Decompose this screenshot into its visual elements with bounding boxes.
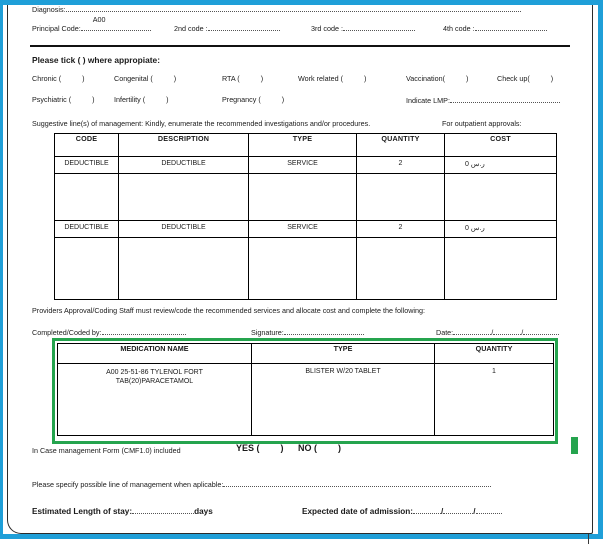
- date-month-input[interactable]: [493, 327, 524, 337]
- services-cell-type: [249, 157, 357, 174]
- green-marker-chip: [571, 437, 578, 454]
- fourth-code-input[interactable]: [475, 23, 547, 31]
- services-value-cost: 0 ر.س: [465, 225, 485, 232]
- services-blank-description[interactable]: [119, 238, 249, 300]
- estimated-stay-input[interactable]: [132, 506, 194, 514]
- admission-year-input[interactable]: [476, 506, 502, 514]
- tick-work-related[interactable]: [298, 74, 366, 83]
- medication-name-line2: TAB(20)PARACETAMOL: [115, 378, 194, 385]
- services-blank-type[interactable]: [249, 174, 357, 221]
- cmf-yes-option[interactable]: [236, 443, 284, 453]
- tick-pregnancy[interactable]: [222, 95, 284, 104]
- tick-check-up-label: Check up(: [497, 74, 530, 83]
- tick-pregnancy-close: ): [281, 95, 285, 104]
- services-blank-description[interactable]: [119, 174, 249, 221]
- date-row: [436, 327, 559, 337]
- services-value-code: DEDUCTIBLE: [64, 224, 109, 231]
- fourth-code-label: 4th code :: [443, 24, 475, 33]
- services-blank-code[interactable]: [55, 174, 119, 221]
- services-cell-code: [55, 221, 119, 238]
- services-value-type: SERVICE: [287, 224, 318, 231]
- estimated-stay-days-suffix: days: [194, 507, 213, 516]
- medication-type-value: BLISTER W/20 TABLET: [305, 368, 381, 375]
- services-cell-cost: [445, 221, 557, 238]
- lmp-row: [406, 95, 560, 105]
- cmf-yes-label: YES (: [236, 443, 260, 453]
- cmf-label: In Case management Form (CMF1.0) included: [32, 446, 181, 455]
- services-cell-description: [119, 221, 249, 238]
- services-cell-quantity: [357, 157, 445, 174]
- medication-name-line1: A00 25-51-86 TYLENOL FORT: [106, 369, 203, 376]
- third-code-input[interactable]: [343, 23, 415, 31]
- diagnosis-input[interactable]: [66, 5, 521, 12]
- signature-input[interactable]: [284, 327, 364, 335]
- services-table: [54, 133, 557, 300]
- admission-sep-1: /: [441, 507, 444, 516]
- tick-vaccination[interactable]: [406, 74, 468, 83]
- services-blank-quantity[interactable]: [357, 238, 445, 300]
- tick-work-related-close: ): [364, 74, 367, 83]
- tick-psychiatric-label: Psychiatric (: [32, 95, 72, 104]
- tick-vaccination-close: ): [466, 74, 469, 83]
- principal-code-row: [32, 15, 151, 33]
- services-col-code: CODE: [55, 134, 119, 157]
- medication-table: [57, 343, 554, 436]
- services-cell-quantity: [357, 221, 445, 238]
- medication-quantity-value: 1: [492, 368, 496, 375]
- services-cell-type: [249, 221, 357, 238]
- third-code-row: [311, 23, 415, 33]
- medication-cell-type[interactable]: [252, 364, 435, 436]
- tick-vaccination-label: Vaccination(: [406, 74, 446, 83]
- services-cell-code: [55, 157, 119, 174]
- tick-pregnancy-label: Pregnancy (: [222, 95, 261, 104]
- completed-by-input[interactable]: [102, 327, 186, 335]
- services-cell-cost: [445, 157, 557, 174]
- tick-work-related-label: Work related (: [298, 74, 344, 83]
- tick-chronic[interactable]: [32, 74, 85, 83]
- admission-month-input[interactable]: [443, 506, 476, 516]
- principal-code-input[interactable]: [81, 15, 151, 31]
- tick-infertility[interactable]: [114, 95, 169, 104]
- admission-day-input[interactable]: [413, 506, 444, 516]
- section-divider-rule: [30, 45, 570, 47]
- services-value-code: DEDUCTIBLE: [64, 160, 109, 167]
- admission-date-row: [302, 506, 502, 516]
- line-of-management-row: [32, 479, 491, 489]
- date-day-input[interactable]: [453, 327, 494, 337]
- third-code-label: 3rd code :: [311, 24, 343, 33]
- tick-rta[interactable]: [222, 74, 263, 83]
- services-col-quantity: QUANTITY: [357, 134, 445, 157]
- second-code-row: [174, 23, 280, 33]
- completed-by-row: [32, 327, 186, 337]
- tick-check-up[interactable]: [497, 74, 553, 83]
- date-sep-1: /: [491, 328, 494, 337]
- cmf-no-option[interactable]: [298, 443, 341, 453]
- table-row[interactable]: [55, 157, 557, 174]
- admission-sep-2: /: [473, 507, 476, 516]
- principal-code-label: Principal Code:: [32, 24, 81, 33]
- tick-heading: Please tick ( ) where appropiate:: [32, 55, 160, 65]
- services-col-description: DESCRIPTION: [119, 134, 249, 157]
- second-code-input[interactable]: [208, 23, 280, 31]
- tick-congenital[interactable]: [114, 74, 176, 83]
- outpatient-note: For outpatient approvals:: [442, 119, 522, 128]
- cmf-no-label: NO (: [298, 443, 317, 453]
- estimated-stay-label: Estimated Length of stay:: [32, 507, 133, 516]
- tick-infertility-close: ): [166, 95, 169, 104]
- services-col-cost: COST: [445, 134, 557, 157]
- date-sep-2: /: [521, 328, 524, 337]
- services-value-cost: 0 ر.س: [465, 161, 485, 168]
- table-row-blank[interactable]: [55, 238, 557, 300]
- line-of-management-input[interactable]: [223, 479, 491, 487]
- lmp-label: Indicate LMP:: [406, 96, 450, 105]
- services-value-description: DEDUCTIBLE: [161, 224, 206, 231]
- line-of-management-label: Please specify possible line of management when aplicable:: [32, 480, 224, 489]
- table-row-blank[interactable]: [55, 174, 557, 221]
- tick-check-up-close: ): [550, 74, 554, 83]
- tick-psychiatric-close: ): [92, 95, 95, 104]
- tick-congenital-close: ): [173, 74, 177, 83]
- services-blank-cost[interactable]: [445, 174, 557, 221]
- suggestive-text: Suggestive line(s) of management: Kindly, enumerate the recommended investigations and/or procedures.: [32, 119, 371, 128]
- document-page: [7, 5, 593, 534]
- estimated-stay-row: [32, 506, 213, 516]
- date-year-input[interactable]: [523, 327, 559, 335]
- tick-psychiatric[interactable]: [32, 95, 95, 104]
- admission-date-label: Expected date of admission:: [302, 507, 414, 516]
- services-value-quantity: 2: [398, 160, 403, 167]
- medication-table-highlight: [52, 338, 558, 444]
- table-row[interactable]: [55, 221, 557, 238]
- principal-code-value: A00: [92, 15, 106, 24]
- medication-col-quantity: QUANTITY: [435, 344, 554, 364]
- services-blank-code[interactable]: [55, 238, 119, 300]
- medication-cell-quantity[interactable]: [435, 364, 554, 436]
- services-blank-cost[interactable]: [445, 238, 557, 300]
- signature-label: Signature:: [251, 328, 284, 337]
- cmf-yes-close: ): [280, 443, 284, 453]
- medication-table-header-row: [58, 344, 554, 364]
- cmf-no-close: ): [338, 443, 342, 453]
- tick-congenital-label: Congenital (: [114, 74, 153, 83]
- form-sheet: [8, 5, 592, 533]
- lmp-input[interactable]: [450, 95, 560, 103]
- tick-rta-close: ): [260, 74, 264, 83]
- tick-rta-label: RTA (: [222, 74, 240, 83]
- medication-col-type: TYPE: [252, 344, 435, 364]
- completed-by-label: Completed/Coded by:: [32, 328, 102, 337]
- services-blank-quantity[interactable]: [357, 174, 445, 221]
- services-value-description: DEDUCTIBLE: [161, 160, 206, 167]
- signature-row: [251, 327, 364, 337]
- services-col-type: TYPE: [249, 134, 357, 157]
- services-cell-description: [119, 157, 249, 174]
- approval-note: Providers Approval/Coding Staff must review/code the recommended services and allocate cost and complete the following:: [32, 306, 425, 315]
- second-code-label: 2nd code :: [174, 24, 208, 33]
- medication-cell-name[interactable]: [58, 364, 252, 436]
- services-table-header-row: [55, 134, 557, 157]
- table-row[interactable]: [58, 364, 554, 436]
- services-value-quantity: 2: [398, 224, 403, 231]
- services-value-type: SERVICE: [287, 160, 318, 167]
- fourth-code-row: [443, 23, 547, 33]
- date-label: Date:: [436, 328, 454, 337]
- tick-chronic-close: ): [82, 74, 85, 83]
- tick-infertility-label: Infertility (: [114, 95, 146, 104]
- medication-col-name: MEDICATION NAME: [58, 344, 252, 364]
- diagnosis-label: Diagnosis:: [32, 5, 66, 14]
- diagnosis-row: [32, 5, 521, 14]
- services-blank-type[interactable]: [249, 238, 357, 300]
- tick-chronic-label: Chronic (: [32, 74, 62, 83]
